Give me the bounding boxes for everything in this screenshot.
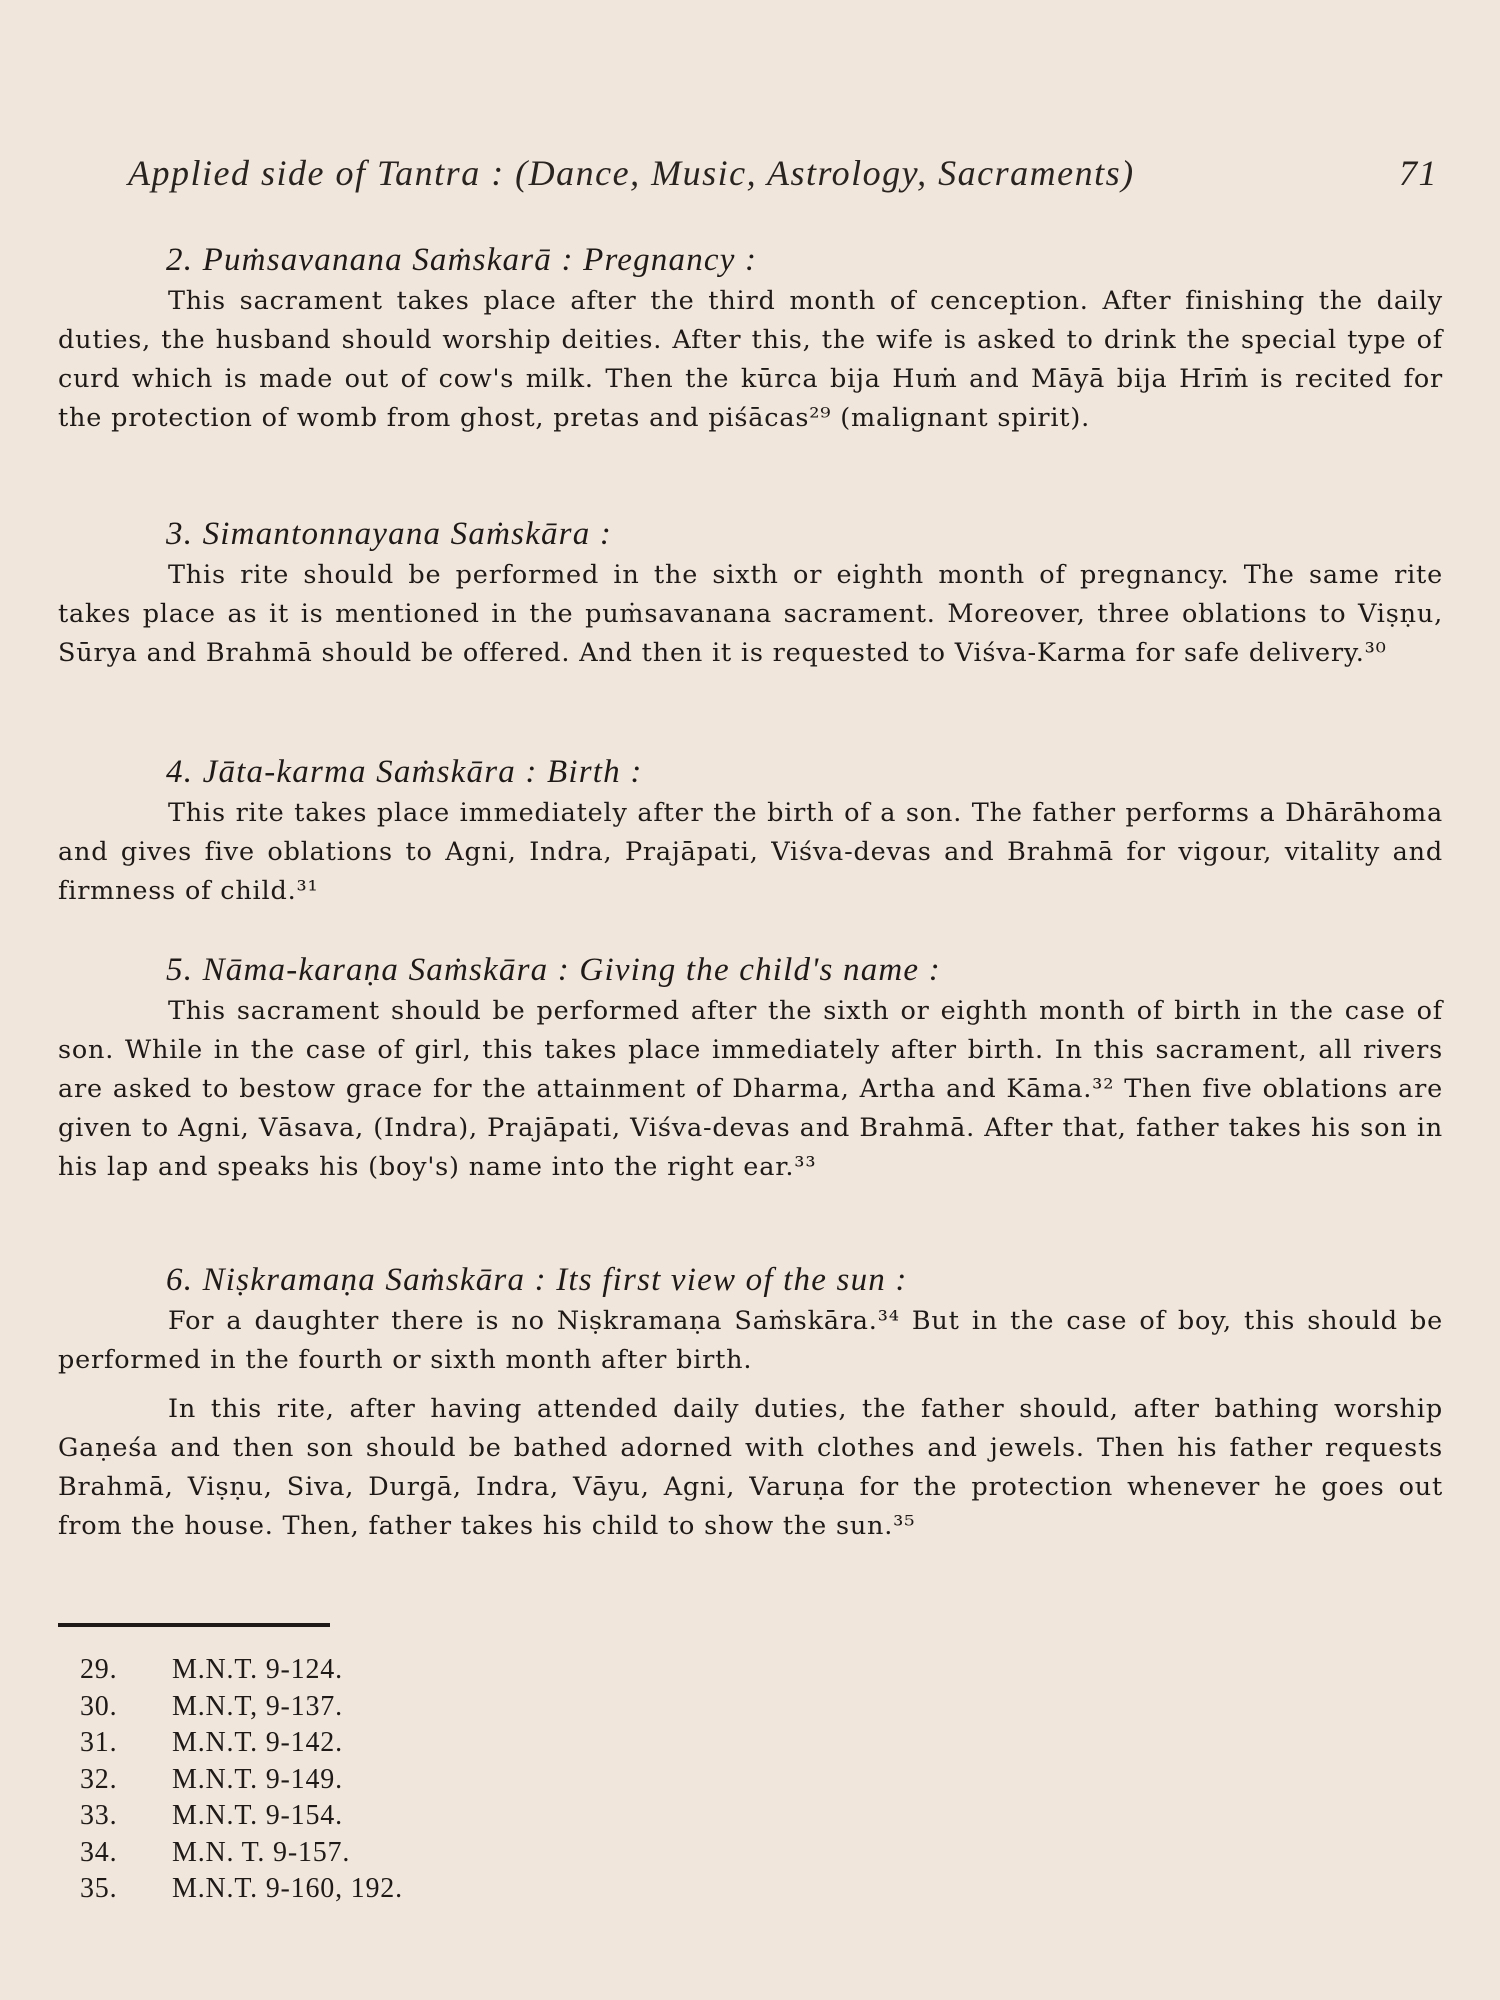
section-paragraph: In this rite, after having attended daily duties, the father should, after bathing worship Gaṇeśa and then son should be bathed adorned with clothes and jewels. Then his father requests Brahmā, Viṣṇu, Siva, Durgā, Indra, Vāyu, Agni, Varuṇa for the protection whenever he goes out from the house. Then, father takes his child to show the sun.³⁵ xyxy=(58,1394,1443,1541)
footnote-divider xyxy=(58,1623,330,1627)
footnotes xyxy=(80,1652,680,1908)
footnote xyxy=(80,1798,680,1835)
footnote-number: 29. xyxy=(80,1654,118,1685)
footnote xyxy=(80,1871,680,1908)
section-heading: 4. Jāta-karma Saṁskāra : Birth : xyxy=(166,754,643,790)
footnote-reference: M.N.T. 9-124. xyxy=(172,1654,343,1685)
section-simantonnayana xyxy=(58,512,1443,673)
footnote-reference: M.N. T. 9-157. xyxy=(172,1836,351,1868)
footnote-number: 34. xyxy=(80,1836,118,1868)
footnote-number: 35. xyxy=(80,1873,118,1904)
footnote-reference: M.N.T. 9-149. xyxy=(172,1763,343,1795)
footnote xyxy=(80,1652,680,1689)
section-heading: 5. Nāma-karaṇa Saṁskāra : Giving the child's name : xyxy=(166,952,941,988)
section-paragraph: This rite should be performed in the sixth or eighth month of pregnancy. The same rite takes place as it is mentioned in the puṁsavanana sacrament. Moreover, three oblations to Viṣṇu, Sūrya and Brahmā should be offered. And then it is requested to Viśva-Karma for safe delivery.³⁰ xyxy=(58,560,1443,668)
header-title: Applied side of Tantra : (Dance, Music, Astrology, Sacraments) xyxy=(128,153,1135,193)
footnote-number: 31. xyxy=(80,1727,118,1758)
footnote-reference: M.N.T. 9-142. xyxy=(172,1727,343,1758)
footnote-number: 30. xyxy=(80,1690,118,1722)
section-pumsavanana xyxy=(58,238,1443,438)
section-jata-karma xyxy=(58,750,1443,911)
footnote xyxy=(80,1725,680,1762)
section-paragraph: For a daughter there is no Niṣkramaṇa Saṁskāra.³⁴ But in the case of boy, this should be performed in the fourth or sixth month after birth. xyxy=(58,1306,1443,1375)
section-heading: 3. Simantonnayana Saṁskāra : xyxy=(166,516,613,552)
footnote-reference: M.N.T. 9-160, 192. xyxy=(172,1873,403,1904)
page-number: 71 xyxy=(1399,153,1438,193)
section-nama-karana xyxy=(58,948,1443,1187)
footnote-number: 33. xyxy=(80,1800,118,1831)
footnote-number: 32. xyxy=(80,1763,118,1795)
section-niskramana xyxy=(58,1258,1443,1546)
footnote xyxy=(80,1835,680,1872)
footnote xyxy=(80,1689,680,1726)
footnote xyxy=(80,1762,680,1799)
section-heading: 2. Puṁsavanana Saṁskarā : Pregnancy : xyxy=(166,242,758,278)
section-paragraph: This rite takes place immediately after the birth of a son. The father performs a Dhārāhoma and gives five oblations to Agni, Indra, Prajāpati, Viśva-devas and Brahmā for vigour, vitality and firmness of child.³¹ xyxy=(58,798,1443,906)
section-paragraph: This sacrament takes place after the third month of cenception. After finishing the daily duties, the husband should worship deities. After this, the wife is asked to drink the special type of curd which is made out of cow's milk. Then the kūrca bija Huṁ and Māyā bija Hrīṁ is recited for the protection of womb from ghost, pretas and piśācas²⁹ (malignant spirit). xyxy=(58,286,1443,433)
footnote-reference: M.N.T, 9-137. xyxy=(172,1690,343,1722)
section-paragraph: This sacrament should be performed after the sixth or eighth month of birth in the case of son. While in the case of girl, this takes place immediately after birth. In this sacrament, all rivers are asked to bestow grace for the attainment of Dharma, Artha and Kāma.³² Then five oblations are given to Agni, Vāsava, (Indra), Prajāpati, Viśva-devas and Brahmā. After that, father takes his son in his lap and speaks his (boy's) name into the right ear.³³ xyxy=(58,996,1443,1182)
footnote-reference: M.N.T. 9-154. xyxy=(172,1800,343,1831)
section-heading: 6. Niṣkramaṇa Saṁskāra : Its first view of the sun : xyxy=(166,1262,908,1298)
